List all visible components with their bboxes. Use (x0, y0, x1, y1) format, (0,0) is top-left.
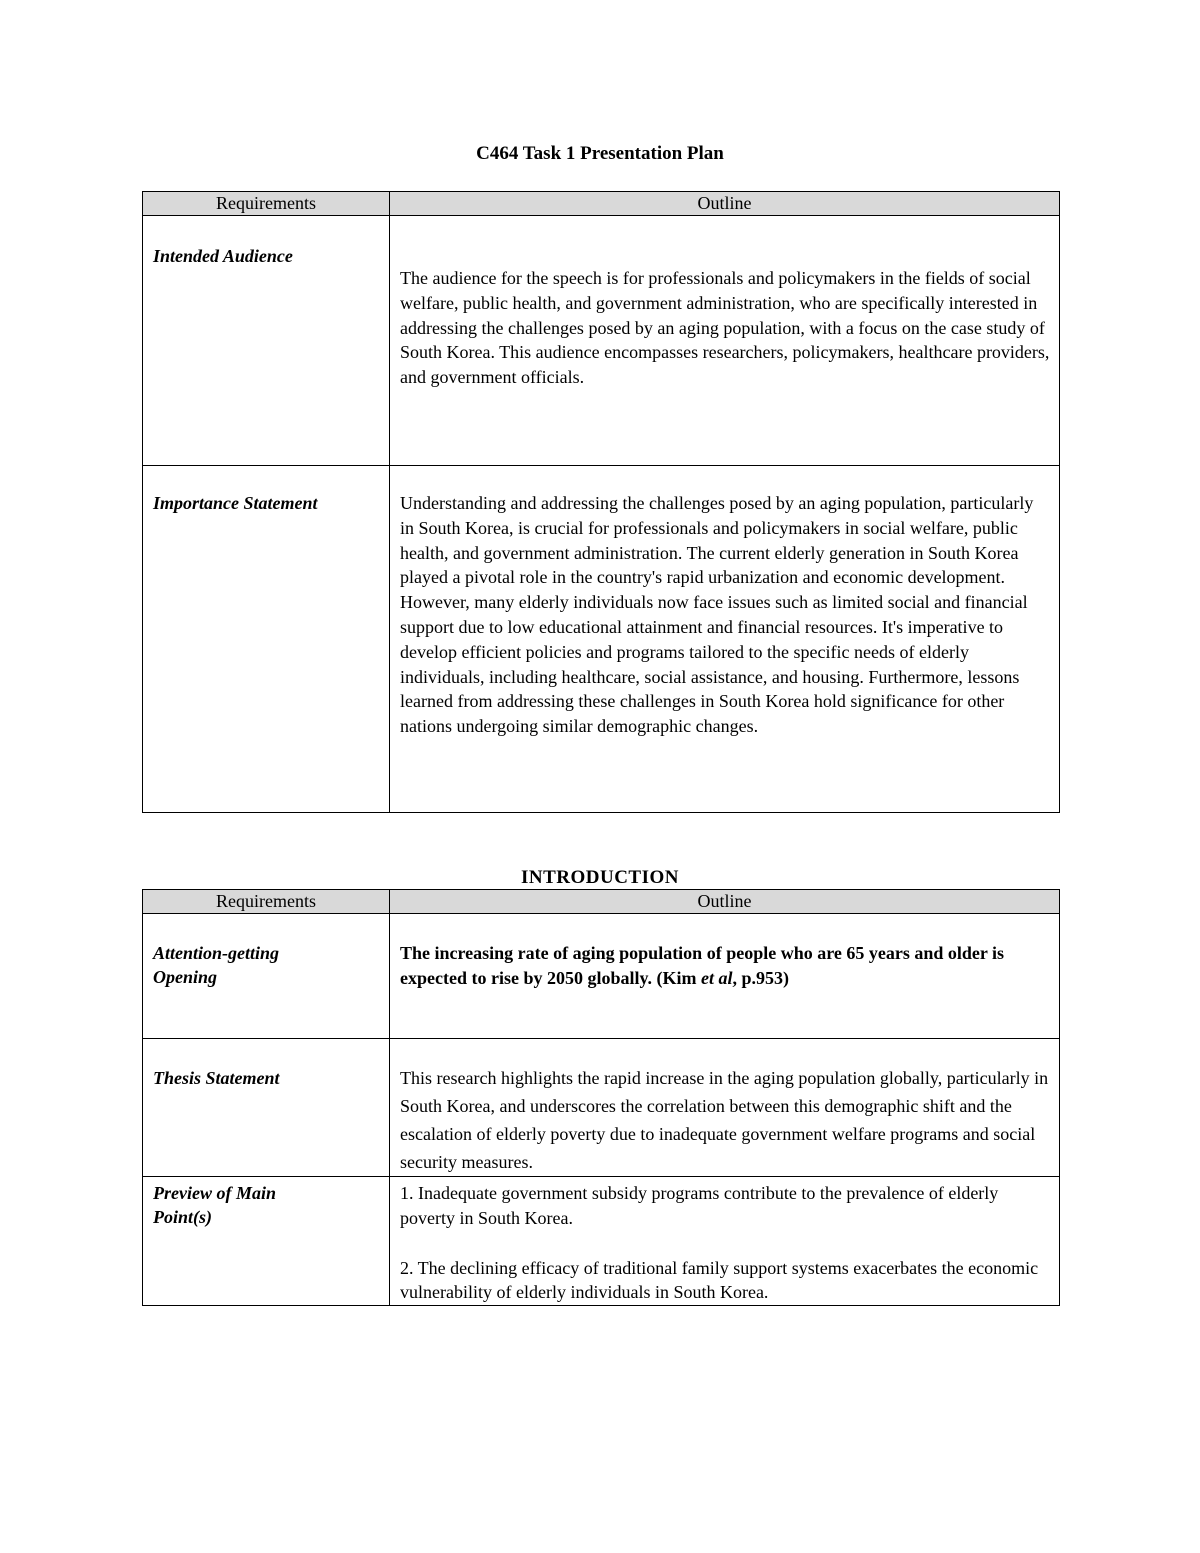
preview-main-points-text (390, 1177, 1060, 1306)
table-header-row (143, 192, 1060, 216)
row-text (400, 914, 1051, 991)
row-text: Understanding and addressing the challenges posed by an aging population, particularly in South Korea, is crucial for professionals and policymakers in social welfare, public health, and government administration. The current elderly generation in South Korea played a pivotal role in the country's rapid urbanization and economic development. However, many elderly individuals now face issues such as limited social and financial support due to low educational attainment and financial resources. It's imperative to develop efficient policies and programs tailored to the specific needs of elderly individuals, including healthcare, social assistance, and housing. Furthermore, lessons learned from addressing these challenges in South Korea hold significance for other nations undergoing similar demographic changes. (400, 493, 1034, 737)
opening-text: The increasing rate of aging population of people who are 65 years and older is expected to rise by 2050 globally. (Kim (400, 943, 1005, 988)
introduction-table (142, 889, 1060, 1306)
attention-getting-opening-label (143, 914, 390, 1039)
page-title: C464 Task 1 Presentation Plan (476, 143, 724, 164)
outline-header: Outline (390, 192, 1060, 216)
intended-audience-label (143, 216, 390, 466)
row-label: Preview of Main Point(s) (153, 1183, 276, 1227)
table-row (143, 914, 1060, 1039)
row-text: The audience for the speech is for professionals and policymakers in the fields of social welfare, public health, and government administration, who are specifically interested in addressing the challenges posed by an aging population, with a focus on the case study of South Korea. This audience encompasses researchers, policymakers, healthcare providers, and government officials. (400, 268, 1050, 388)
thesis-statement-text (390, 1039, 1060, 1177)
requirements-header: Requirements (143, 890, 390, 914)
table-row (143, 466, 1060, 813)
outline-header: Outline (390, 890, 1060, 914)
row-label: Intended Audience (153, 246, 293, 266)
introduction-title: INTRODUCTION (520, 867, 680, 888)
main-point-2: 2. The declining efficacy of traditional family support systems exacerbates the economic vulnerability of elderly individuals in South Korea. (400, 1257, 1039, 1303)
presentation-plan-table (142, 191, 1060, 813)
table-row (143, 216, 1060, 466)
table-row (143, 1177, 1060, 1306)
importance-statement-text (390, 466, 1060, 813)
table-header-row (143, 890, 1060, 914)
citation-page: , p.953) (732, 967, 789, 988)
requirements-header: Requirements (143, 192, 390, 216)
row-label: Thesis Statement (153, 1068, 280, 1088)
intended-audience-text (390, 216, 1060, 466)
table-row (143, 1039, 1060, 1177)
thesis-statement-label (143, 1039, 390, 1177)
row-label: Attention-getting Opening (153, 943, 280, 987)
citation-italic: et al (700, 967, 733, 988)
importance-statement-label (143, 466, 390, 813)
preview-main-points-label (143, 1177, 390, 1306)
row-label: Importance Statement (153, 493, 318, 513)
main-point-1: 1. Inadequate government subsidy programs contribute to the prevalence of elderly poverty in South Korea. (400, 1183, 999, 1228)
attention-getting-opening-text (390, 914, 1060, 1039)
row-text: This research highlights the rapid increase in the aging population globally, particularly in South Korea, and underscores the correlation between this demographic shift and the escalation of elderly poverty due to inadequate government welfare programs and social security measures. (400, 1068, 1049, 1172)
